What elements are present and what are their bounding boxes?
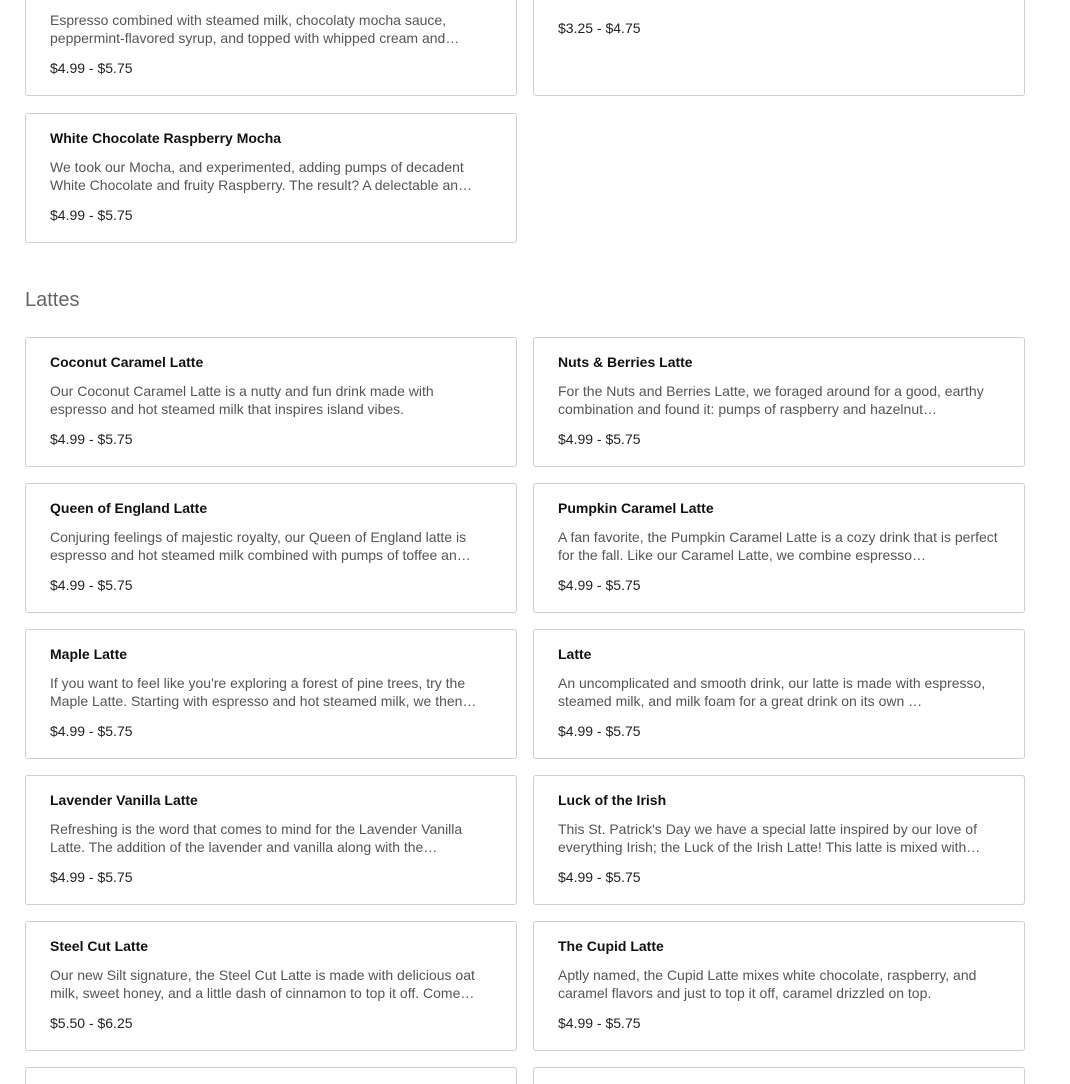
item-title: Pumpkin Caramel Latte [558,500,714,516]
menu-item-card[interactable] [533,1067,1025,1084]
menu-item-card[interactable] [25,1067,517,1084]
item-description: An uncomplicated and smooth drink, our latte is made with espresso, steamed milk, and milk foam for a great drink on its own … [558,675,986,709]
menu-item-card[interactable] [533,629,1025,759]
item-title: Maple Latte [50,646,128,662]
item-title: Coconut Caramel Latte [50,354,204,370]
menu-item-card[interactable] [533,337,1025,467]
section-heading-lattes: Lattes [25,289,80,311]
item-price: $4.99 - $5.75 [558,723,641,739]
item-description: If you want to feel like you're exploring a forest of pine trees, try the Maple Latte. Starting with espresso and hot steamed milk, we then… [50,675,477,709]
item-price: $4.99 - $5.75 [558,1015,641,1031]
item-description: Our new Silt signature, the Steel Cut Latte is made with delicious oat milk, sweet honey, and a little dash of cinnamon to top it off. Come… [50,967,475,1001]
item-price: $4.99 - $5.75 [50,60,133,76]
menu-item-card[interactable] [25,483,517,613]
item-title: White Chocolate Raspberry Mocha [50,130,282,146]
item-title: Nuts & Berries Latte [558,354,693,370]
item-description: For the Nuts and Berries Latte, we foraged around for a good, earthy combination and found it: pumps of raspberry and hazelnut… [558,383,984,417]
item-title: Steel Cut Latte [50,938,149,954]
item-title: Luck of the Irish [558,792,667,808]
item-price: $4.99 - $5.75 [50,431,133,447]
menu-item-card[interactable] [25,921,517,1051]
menu-item-card[interactable] [25,629,517,759]
item-price: $4.99 - $5.75 [558,431,641,447]
item-description: We took our Mocha, and experimented, adding pumps of decadent White Chocolate and fruity Raspberry. The result? A delectable an… [50,159,473,193]
menu-item-card[interactable] [533,775,1025,905]
item-description: Aptly named, the Cupid Latte mixes white chocolate, raspberry, and caramel flavors and just to top it off, caramel drizzled on top. [558,967,977,1001]
item-price: $4.99 - $5.75 [558,869,641,885]
item-price: $4.99 - $5.75 [50,723,133,739]
item-title: Latte [558,646,592,662]
item-description: Our Coconut Caramel Latte is a nutty and fun drink made with espresso and hot steamed milk that inspires island vibes. [50,383,434,417]
item-price: $4.99 - $5.75 [50,577,133,593]
menu-item-card[interactable] [25,775,517,905]
item-description: Conjuring feelings of majestic royalty, our Queen of England latte is espresso and hot steamed milk combined with pumps of toffee an… [50,529,471,563]
menu-item-card[interactable] [533,483,1025,613]
menu-item-card[interactable] [25,337,517,467]
item-description: Refreshing is the word that comes to mind for the Lavender Vanilla Latte. The addition of the lavender and vanilla along with the… [50,821,463,855]
item-description: Espresso combined with steamed milk, chocolaty mocha sauce, peppermint-flavored syrup, and topped with whipped cream and… [50,12,460,46]
menu-item-card[interactable] [25,0,517,96]
item-price: $3.25 - $4.75 [558,20,641,36]
item-title: The Cupid Latte [558,938,664,954]
item-price: $4.99 - $5.75 [558,577,641,593]
item-title: Queen of England Latte [50,500,208,516]
menu-item-card[interactable] [25,113,517,243]
item-description: A fan favorite, the Pumpkin Caramel Latte is a cozy drink that is perfect for the fall. Like our Caramel Latte, we combine espresso… [558,529,998,563]
menu-item-card[interactable] [533,0,1025,96]
item-price: $4.99 - $5.75 [50,869,133,885]
item-price: $5.50 - $6.25 [50,1015,133,1031]
item-price: $4.99 - $5.75 [50,207,133,223]
item-description: This St. Patrick's Day we have a special latte inspired by our love of everything Irish; the Luck of the Irish Latte! This latte is mixed with… [558,821,981,855]
menu-item-card[interactable] [533,921,1025,1051]
item-title: Lavender Vanilla Latte [50,792,198,808]
